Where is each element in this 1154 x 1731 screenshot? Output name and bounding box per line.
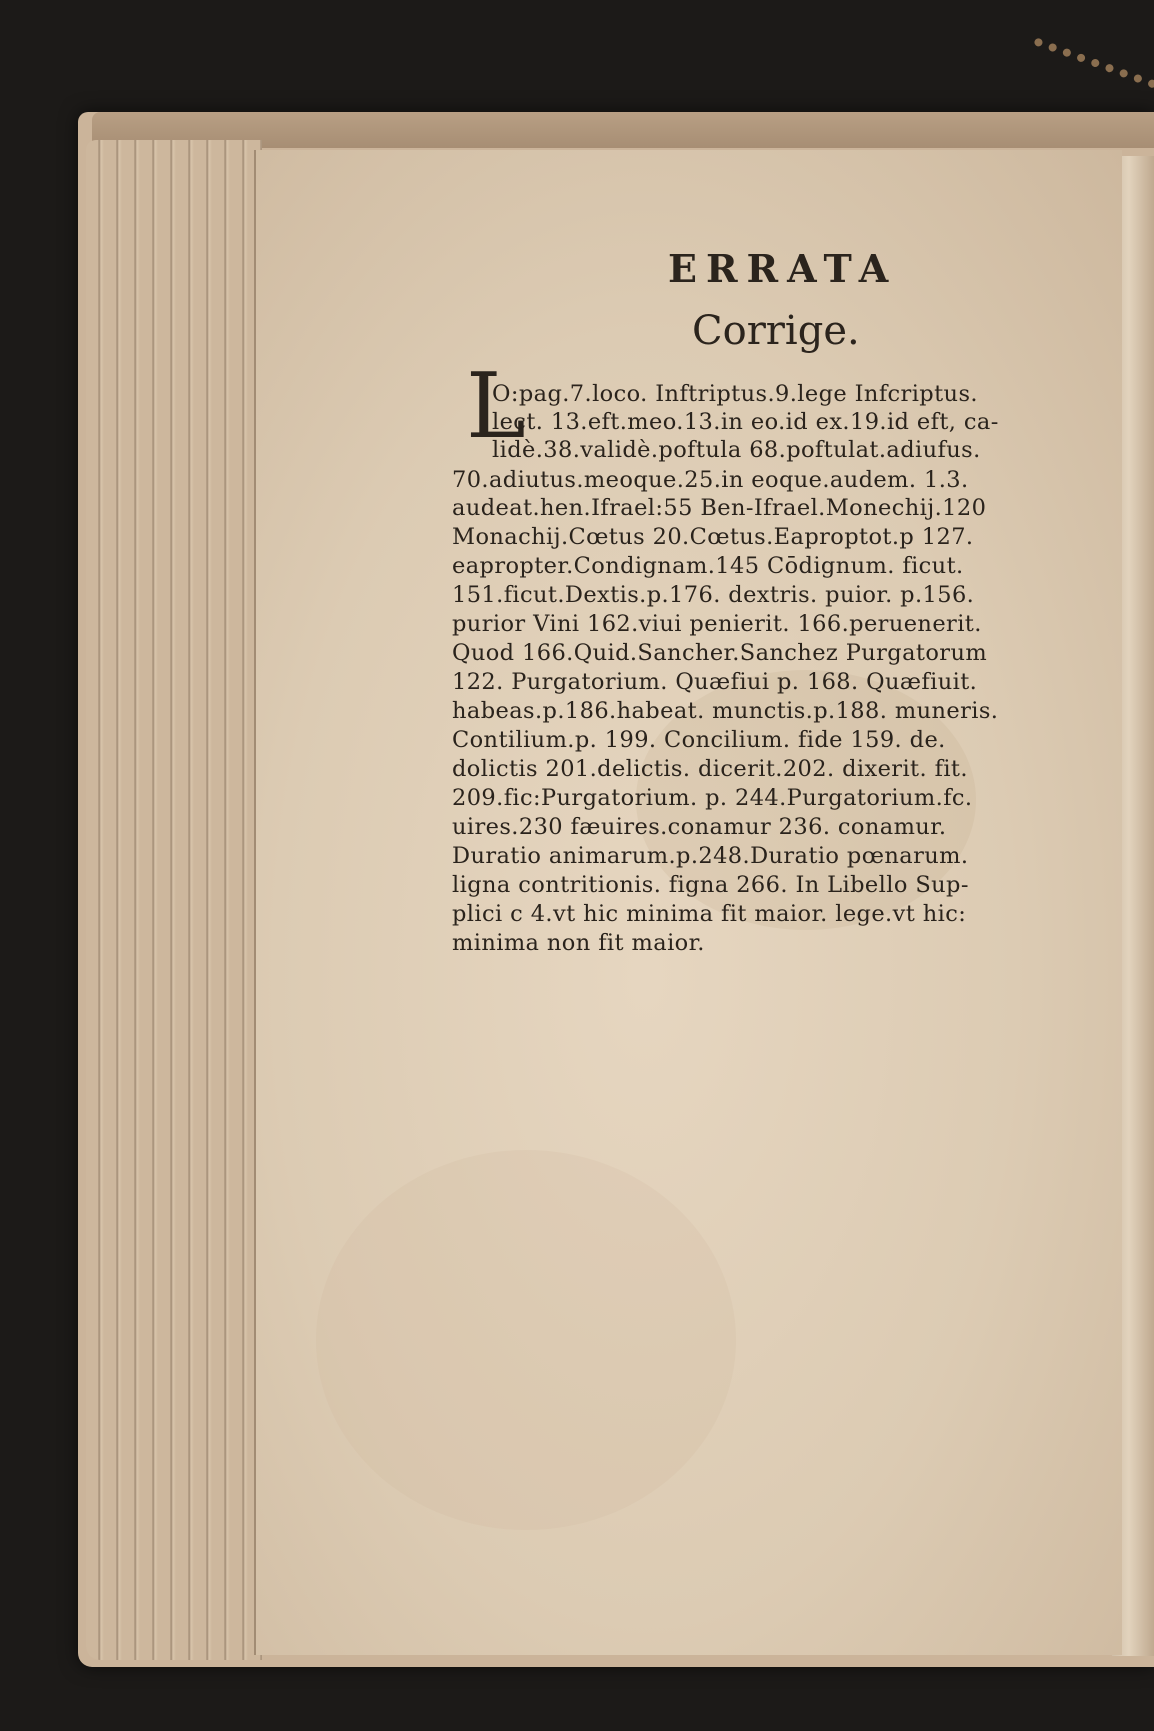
errata-line: habeas.p.186.habeat. munctis.p.188. muneris.: [452, 698, 999, 724]
errata-line: uires.230 fæuires.conamur 236. conamur.: [452, 814, 947, 840]
errata-line: audeat.hen.Ifrael:55 Ben-Ifrael.Monechij.120: [452, 495, 987, 521]
errata-line: 151.ficut.Dextis.p.176. dextris. puior. p.156.: [452, 582, 975, 608]
page-subtitle: Corrige.: [692, 308, 860, 354]
errata-line: lidè.38.validè.poftula 68.poftulat.adiufus.: [492, 437, 981, 463]
errata-line: 122. Purgatorium. Quæfiui p. 168. Quæfiuit.: [452, 669, 978, 695]
errata-line: purior Vini 162.viui penierit. 166.peruenerit.: [452, 611, 982, 637]
errata-line: minima non fit maior.: [452, 930, 705, 956]
errata-line: Contilium.p. 199. Concilium. fide 159. de.: [452, 727, 946, 753]
page-stain: [316, 1150, 736, 1530]
page-edges: [86, 140, 262, 1660]
page-title: ERRATA: [668, 246, 898, 291]
errata-line: lect. 13.eft.meo.13.in eo.id ex.19.id eft, ca-: [492, 409, 999, 435]
errata-line: 209.fic:Purgatorium. p. 244.Purgatorium.fc.: [452, 785, 973, 811]
errata-line: eapropter.Condignam.145 Cōdignum. ficut.: [452, 553, 964, 579]
drop-capital: L: [466, 354, 526, 459]
errata-line: Quod 166.Quid.Sancher.Sanchez Purgatorum: [452, 640, 988, 666]
errata-line: Monachij.Cœtus 20.Cœtus.Eaproptot.p 127.: [452, 524, 974, 550]
errata-line: 70.adiutus.meoque.25.in eoque.audem. 1.3.: [452, 467, 969, 493]
errata-line: ligna contritionis. figna 266. In Libello Sup-: [452, 872, 969, 898]
errata-line: Duratio animarum.p.248.Duratio pœnarum.: [452, 843, 969, 869]
errata-line: O:pag.7.loco. Inftriptus.9.lege Infcriptus.: [492, 381, 978, 407]
binding-string: [1022, 37, 1154, 121]
errata-line: dolictis 201.delictis. dicerit.202. dixerit. fit.: [452, 756, 968, 782]
errata-line: plici c 4.vt hic minima fit maior. lege.vt hic:: [452, 901, 967, 927]
